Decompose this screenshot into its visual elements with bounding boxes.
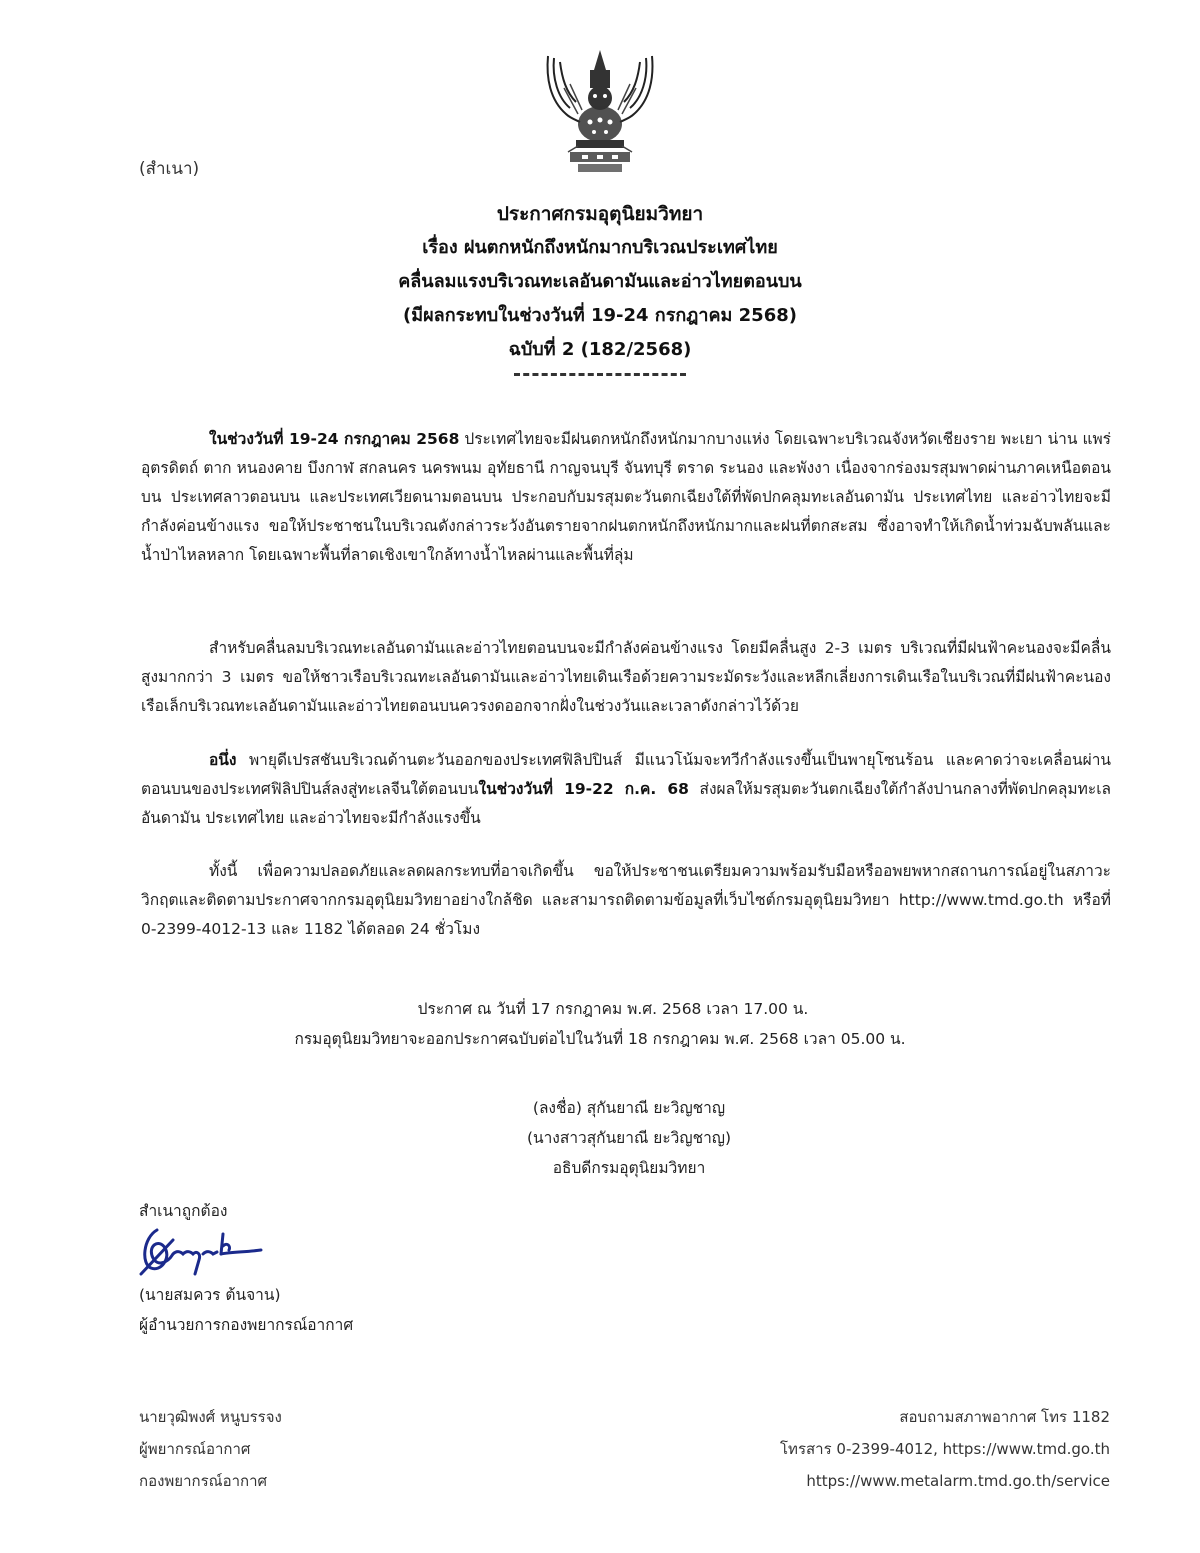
certified-copy-label: สำเนาถูกต้อง [139, 1202, 228, 1220]
garuda-emblem-icon [540, 48, 660, 174]
subject-line: เรื่อง ฝนตกหนักถึงหนักมากบริเวณประเทศไทย [422, 237, 778, 258]
paragraph-safety-advice [141, 857, 1111, 944]
paragraph-rain-forecast [141, 425, 1111, 570]
issue-number: ฉบับที่ 2 (182/2568) [508, 339, 692, 360]
subject-line-2: คลื่นลมแรงบริเวณทะเลอันดามันและอ่าวไทยตอนบน [398, 271, 802, 292]
paragraph-lead: อนึ่ง [209, 751, 237, 769]
next-issue-date: กรมอุตุนิยมวิทยาจะออกประกาศฉบับต่อไปในวันที่ 18 กรกฎาคม พ.ศ. 2568 เวลา 05.00 น. [294, 1030, 906, 1048]
paragraph-text: ทั้งนี้ เพื่อความปลอดภัยและลดผลกระทบที่อาจเกิดขึ้น ขอให้ประชาชนเตรียมความพร้อมรับมือหรืออพยพหากสถานการณ์อยู่ในสภาวะวิกฤตและติดตามประกาศจากกรมอุตุนิยมวิทยาอย่างใกล้ชิด และสามารถติดตามข้อมูลที่เว็บไซต์กรมอุตุนิยมวิทยา http://www.tmd.go.th หรือที่ 0-2399-4012-13 และ 1182 ได้ตลอด 24 ชั่วโมง [141, 862, 1111, 938]
forecaster-name: นายวุฒิพงศ์ หนูบรรจง [139, 1408, 282, 1426]
paragraph-wave-forecast [141, 634, 1111, 721]
contact-phone: สอบถามสภาพอากาศ โทร 1182 [899, 1408, 1110, 1426]
director-signature-block [0, 1093, 1200, 1183]
copy-mark: (สำเนา) [139, 159, 200, 179]
signatory-name: (นางสาวสุกันยาณี ยะวิญชาญ) [526, 1129, 732, 1147]
contact-fax-website: โทรสาร 0-2399-4012, https://www.tmd.go.th [780, 1440, 1110, 1458]
paragraph-text: พายุดีเปรสชันบริเวณด้านตะวันออกของประเทศฟิลิปปินส์ มีแนวโน้มจะทวีกำลังแรงขึ้นเป็นพายุโซนร้อน และคาดว่าจะเคลื่อนผ่านตอนบนของประเทศฟิลิปปินส์ลงสู่ทะเลจีนใต้ตอนบน [141, 751, 1111, 798]
handwritten-signature-icon [137, 1224, 267, 1276]
contact-block [780, 1401, 1110, 1497]
certifier-position: ผู้อำนวยการกองพยากรณ์อากาศ [139, 1316, 354, 1334]
signatory-position: อธิบดีกรมอุตุนิยมวิทยา [552, 1159, 706, 1177]
forecaster-block [139, 1401, 282, 1497]
signed-by: (ลงชื่อ) สุกันยาณี ยะวิญชาญ [532, 1099, 726, 1117]
effective-period: (มีผลกระทบในช่วงวันที่ 19-24 กรกฎาคม 2568) [403, 305, 797, 326]
paragraph-depression-note [141, 746, 1111, 833]
certifier-name: (นายสมควร ต้นจาน) [139, 1286, 281, 1304]
paragraph-lead: ในช่วงวันที่ 19-24 กรกฎาคม 2568 [209, 430, 460, 448]
paragraph-text: ประเทศไทยจะมีฝนตกหนักถึงหนักมากบางแห่ง โดยเฉพาะบริเวณจังหวัดเชียงราย พะเยา น่าน แพร่ อุตรดิตถ์ ตาก หนองคาย บึงกาฬ สกลนคร นครพนม อุทัยธานี กาญจนบุรี จันทบุรี ตราด ระนอง และพังงา เนื่องจากร่องมรสุมพาดผ่านภาคเหนือตอนบน ประเทศลาวตอนบน และประเทศเวียดนามตอนบน ประกอบกับมรสุมตะวันตกเฉียงใต้ที่พัดปกคลุมทะเลอันดามัน ประเทศไทย และอ่าวไทยจะมีกำลังค่อนข้างแรง ขอให้ประชาชนในบริเวณดังกล่าวระวังอันตรายจากฝนตกหนักถึงหนักมากและฝนที่ตกสะสม ซึ่งอาจทำให้เกิดน้ำท่วมฉับพลันและน้ำป่าไหลหลาก โดยเฉพาะพื้นที่ลาดเชิงเขาใกล้ทางน้ำไหลผ่านและพื้นที่ลุ่ม [141, 430, 1111, 564]
issued-date: ประกาศ ณ วันที่ 17 กรกฎาคม พ.ศ. 2568 เวลา 17.00 น. [417, 1000, 809, 1018]
forecaster-position: ผู้พยากรณ์อากาศ [139, 1440, 251, 1458]
page-title: ประกาศกรมอุตุนิยมวิทยา [496, 203, 704, 225]
announcement-dates [0, 994, 1200, 1054]
title-block [0, 197, 1200, 376]
certifier-block [139, 1280, 353, 1340]
title-separator [514, 373, 686, 376]
contact-service-link: https://www.metalarm.tmd.go.th/service [806, 1472, 1110, 1490]
paragraph-highlight: ในช่วงวันที่ 19-22 ก.ค. 68 [478, 780, 689, 798]
paragraph-text: ส่งผลให้มรสุมตะวันตกเฉียงใต้กำลังปานกลางที่พัดปกคลุมทะเลอันดามัน ประเทศไทย และอ่าวไทยจะมีกำลังแรงขึ้น [141, 780, 1111, 827]
paragraph-text: สำหรับคลื่นลมบริเวณทะเลอันดามันและอ่าวไทยตอนบนจะมีกำลังค่อนข้างแรง โดยมีคลื่นสูง 2-3 เมตร บริเวณที่มีฝนฟ้าคะนองจะมีคลื่นสูงมากกว่า 3 เมตร ขอให้ชาวเรือบริเวณทะเลอันดามันและอ่าวไทยเดินเรือด้วยความระมัดระวังและหลีกเลี่ยงการเดินเรือในบริเวณที่มีฝนฟ้าคะนอง เรือเล็กบริเวณทะเลอันดามันและอ่าวไทยตอนบนควรงดออกจากฝั่งในช่วงวันและเวลาดังกล่าวไว้ด้วย [141, 639, 1111, 715]
forecaster-division: กองพยากรณ์อากาศ [139, 1472, 268, 1490]
